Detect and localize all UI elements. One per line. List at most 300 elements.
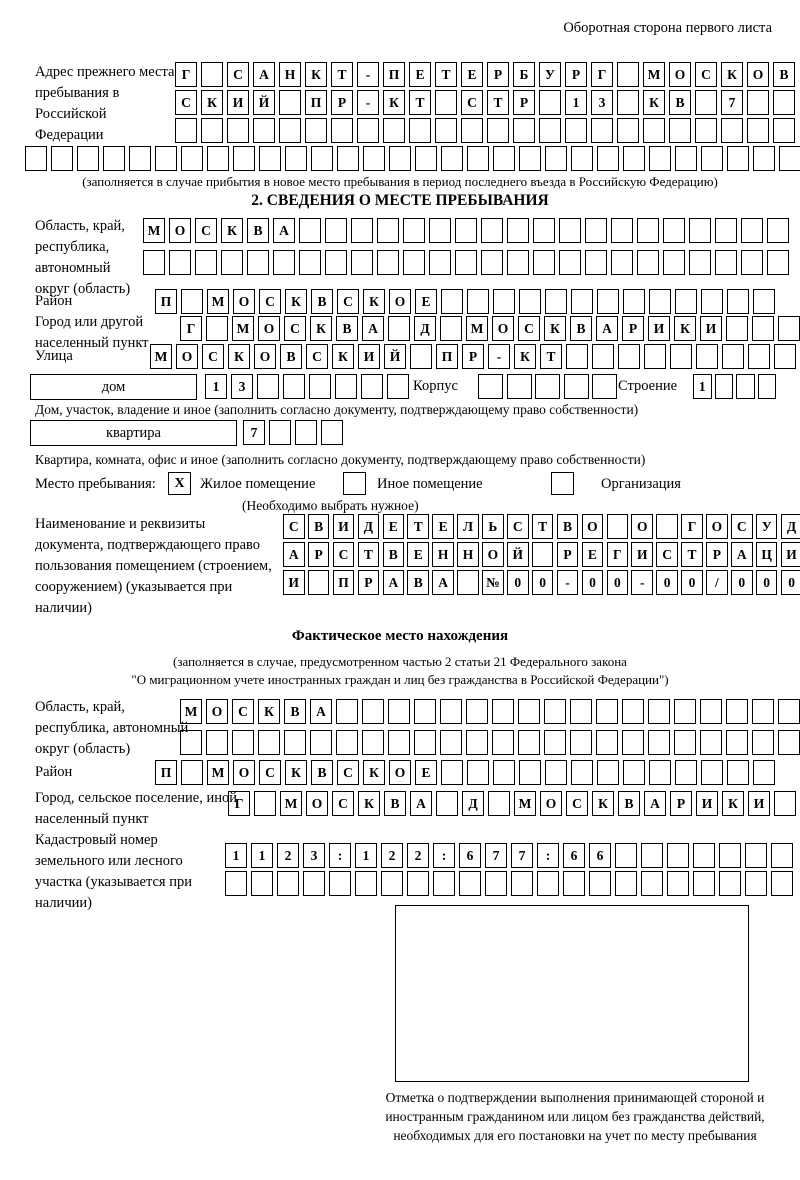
char-cell bbox=[377, 250, 399, 275]
char-cell bbox=[487, 118, 509, 143]
char-cell: С bbox=[656, 542, 678, 567]
char-cell bbox=[493, 289, 515, 314]
char-cell: Г bbox=[228, 791, 250, 816]
char-cell: - bbox=[557, 570, 579, 595]
char-cell: А bbox=[596, 316, 618, 341]
char-cell bbox=[689, 250, 711, 275]
char-cell bbox=[331, 118, 353, 143]
char-cell bbox=[741, 250, 763, 275]
char-cell: М bbox=[232, 316, 254, 341]
region-row-2 bbox=[143, 250, 789, 275]
char-cell: У bbox=[539, 62, 561, 87]
char-cell bbox=[273, 250, 295, 275]
char-cell bbox=[752, 699, 774, 724]
char-cell bbox=[747, 118, 769, 143]
cadastral-label: Кадастровый номер земельного или лесного участка (указывается при наличии) bbox=[35, 832, 192, 911]
char-cell bbox=[285, 146, 307, 171]
char-cell: О bbox=[176, 344, 198, 369]
house-type-box: дом bbox=[30, 374, 197, 400]
char-cell: П bbox=[305, 90, 327, 115]
char-cell bbox=[251, 871, 273, 896]
char-cell: С bbox=[195, 218, 217, 243]
char-cell: Т bbox=[487, 90, 509, 115]
char-cell bbox=[695, 90, 717, 115]
char-cell bbox=[623, 146, 645, 171]
char-cell bbox=[571, 289, 593, 314]
char-cell bbox=[206, 316, 228, 341]
district-row bbox=[155, 289, 775, 314]
char-cell bbox=[143, 250, 165, 275]
char-cell: К bbox=[358, 791, 380, 816]
char-cell: Й bbox=[253, 90, 275, 115]
char-cell: Д bbox=[462, 791, 484, 816]
char-cell bbox=[519, 289, 541, 314]
char-cell: Г bbox=[175, 62, 197, 87]
char-cell bbox=[675, 289, 697, 314]
char-cell bbox=[592, 344, 614, 369]
char-cell: Л bbox=[457, 514, 479, 539]
char-cell: 6 bbox=[589, 843, 611, 868]
char-cell: Т bbox=[540, 344, 562, 369]
char-cell: 2 bbox=[277, 843, 299, 868]
char-cell bbox=[563, 871, 585, 896]
char-cell: - bbox=[631, 570, 653, 595]
actual-region-label: Область, край, республика, автономный округ (область) bbox=[35, 699, 189, 757]
city-row bbox=[180, 316, 800, 341]
document-row-2 bbox=[283, 542, 800, 567]
char-cell bbox=[545, 146, 567, 171]
char-cell: С bbox=[337, 760, 359, 785]
checkbox-inoe bbox=[343, 472, 366, 495]
char-cell bbox=[545, 760, 567, 785]
char-cell: Д bbox=[358, 514, 380, 539]
region-row-1 bbox=[143, 218, 789, 243]
char-cell: В bbox=[618, 791, 640, 816]
char-cell: Г bbox=[180, 316, 202, 341]
char-cell: Е bbox=[415, 760, 437, 785]
char-cell bbox=[715, 218, 737, 243]
char-cell bbox=[155, 146, 177, 171]
char-cell bbox=[719, 843, 741, 868]
char-cell: И bbox=[227, 90, 249, 115]
char-cell: И bbox=[631, 542, 653, 567]
char-cell bbox=[695, 118, 717, 143]
char-cell bbox=[778, 699, 800, 724]
char-cell: - bbox=[488, 344, 510, 369]
char-cell: 0 bbox=[582, 570, 604, 595]
char-cell: 7 bbox=[721, 90, 743, 115]
char-cell bbox=[362, 730, 384, 755]
char-cell: Р bbox=[670, 791, 692, 816]
char-cell: М bbox=[466, 316, 488, 341]
char-cell: 2 bbox=[381, 843, 403, 868]
char-cell bbox=[295, 420, 317, 445]
prev-address-row-1 bbox=[175, 62, 795, 87]
char-cell: О bbox=[389, 760, 411, 785]
char-cell bbox=[537, 871, 559, 896]
char-cell bbox=[623, 760, 645, 785]
char-cell: О bbox=[540, 791, 562, 816]
char-cell bbox=[201, 118, 223, 143]
char-cell: 7 bbox=[511, 843, 533, 868]
char-cell bbox=[485, 871, 507, 896]
header-note: Оборотная сторона первого листа bbox=[563, 20, 772, 36]
char-cell bbox=[329, 871, 351, 896]
char-cell bbox=[103, 146, 125, 171]
char-cell: А bbox=[362, 316, 384, 341]
char-cell bbox=[441, 289, 463, 314]
char-cell bbox=[181, 146, 203, 171]
char-cell: Е bbox=[409, 62, 431, 87]
char-cell bbox=[363, 146, 385, 171]
char-cell bbox=[597, 760, 619, 785]
char-cell bbox=[623, 289, 645, 314]
char-cell bbox=[335, 374, 357, 399]
char-cell: Е bbox=[582, 542, 604, 567]
char-cell: В bbox=[280, 344, 302, 369]
char-cell bbox=[667, 843, 689, 868]
char-cell bbox=[674, 699, 696, 724]
stroenie-row bbox=[693, 374, 776, 399]
char-cell bbox=[649, 289, 671, 314]
house-number-row bbox=[205, 374, 409, 399]
char-cell bbox=[221, 250, 243, 275]
actual-district-label: Район bbox=[35, 764, 73, 780]
char-cell bbox=[539, 118, 561, 143]
char-cell bbox=[201, 62, 223, 87]
char-cell: 0 bbox=[731, 570, 753, 595]
char-cell bbox=[597, 146, 619, 171]
char-cell bbox=[407, 871, 429, 896]
char-cell bbox=[675, 146, 697, 171]
char-cell bbox=[771, 871, 793, 896]
street-row bbox=[150, 344, 796, 369]
char-cell bbox=[309, 374, 331, 399]
char-cell bbox=[233, 146, 255, 171]
char-cell bbox=[466, 730, 488, 755]
char-cell bbox=[321, 420, 343, 445]
confirmation-mark-box bbox=[395, 905, 749, 1082]
char-cell: Ь bbox=[482, 514, 504, 539]
char-cell bbox=[305, 118, 327, 143]
char-cell bbox=[565, 118, 587, 143]
char-cell: К bbox=[258, 699, 280, 724]
char-cell: Р bbox=[622, 316, 644, 341]
char-cell bbox=[311, 146, 333, 171]
char-cell bbox=[535, 374, 560, 399]
char-cell: К bbox=[285, 760, 307, 785]
char-cell: И bbox=[648, 316, 670, 341]
char-cell bbox=[362, 699, 384, 724]
char-cell bbox=[284, 730, 306, 755]
char-cell bbox=[519, 146, 541, 171]
char-cell bbox=[726, 699, 748, 724]
char-cell: М bbox=[180, 699, 202, 724]
char-cell bbox=[585, 218, 607, 243]
char-cell bbox=[207, 146, 229, 171]
char-cell bbox=[566, 344, 588, 369]
char-cell bbox=[767, 218, 789, 243]
checkbox-zhiloe: X bbox=[168, 472, 191, 495]
char-cell: И bbox=[700, 316, 722, 341]
section2-title: 2. СВЕДЕНИЯ О МЕСТЕ ПРЕБЫВАНИЯ bbox=[251, 192, 549, 209]
char-cell bbox=[492, 730, 514, 755]
char-cell: 0 bbox=[532, 570, 554, 595]
char-cell bbox=[758, 374, 777, 399]
char-cell bbox=[539, 90, 561, 115]
char-cell bbox=[414, 730, 436, 755]
char-cell bbox=[622, 730, 644, 755]
char-cell: К bbox=[674, 316, 696, 341]
char-cell: С bbox=[284, 316, 306, 341]
char-cell: О bbox=[482, 542, 504, 567]
char-cell bbox=[299, 218, 321, 243]
char-cell bbox=[493, 760, 515, 785]
char-cell: К bbox=[332, 344, 354, 369]
char-cell: В bbox=[384, 791, 406, 816]
char-cell bbox=[181, 289, 203, 314]
char-cell bbox=[753, 146, 775, 171]
char-cell bbox=[467, 146, 489, 171]
char-cell: У bbox=[756, 514, 778, 539]
char-cell bbox=[247, 250, 269, 275]
char-cell bbox=[414, 699, 436, 724]
char-cell: С bbox=[259, 760, 281, 785]
char-cell: Н bbox=[279, 62, 301, 87]
char-cell bbox=[180, 730, 202, 755]
char-cell bbox=[641, 843, 663, 868]
char-cell bbox=[641, 871, 663, 896]
char-cell bbox=[429, 218, 451, 243]
char-cell: Н bbox=[457, 542, 479, 567]
char-cell: К bbox=[285, 289, 307, 314]
char-cell: Е bbox=[461, 62, 483, 87]
char-cell bbox=[670, 344, 692, 369]
char-cell bbox=[700, 730, 722, 755]
char-cell: : bbox=[433, 843, 455, 868]
stroenie-label: Строение bbox=[618, 378, 678, 394]
char-cell: Р bbox=[565, 62, 587, 87]
char-cell bbox=[507, 218, 529, 243]
char-cell: А bbox=[432, 570, 454, 595]
char-cell: О bbox=[582, 514, 604, 539]
char-cell bbox=[648, 730, 670, 755]
char-cell bbox=[656, 514, 678, 539]
char-cell: К bbox=[721, 62, 743, 87]
char-cell: О bbox=[306, 791, 328, 816]
char-cell bbox=[459, 871, 481, 896]
char-cell bbox=[440, 316, 462, 341]
char-cell: С bbox=[337, 289, 359, 314]
char-cell bbox=[643, 118, 665, 143]
char-cell bbox=[727, 146, 749, 171]
char-cell bbox=[351, 218, 373, 243]
char-cell: 7 bbox=[243, 420, 265, 445]
char-cell: В bbox=[669, 90, 691, 115]
char-cell: 1 bbox=[355, 843, 377, 868]
street-label: Улица bbox=[35, 348, 73, 364]
char-cell bbox=[637, 218, 659, 243]
char-cell bbox=[403, 218, 425, 243]
char-cell: Г bbox=[681, 514, 703, 539]
char-cell: Г bbox=[591, 62, 613, 87]
char-cell: К bbox=[201, 90, 223, 115]
char-cell: К bbox=[363, 760, 385, 785]
apartment-type-box: квартира bbox=[30, 420, 237, 446]
char-cell: Т bbox=[358, 542, 380, 567]
char-cell: 3 bbox=[231, 374, 253, 399]
prev-address-label: Адрес прежнего места пребывания в Российской Федерации bbox=[35, 64, 175, 143]
char-cell: С bbox=[175, 90, 197, 115]
char-cell bbox=[774, 791, 796, 816]
char-cell bbox=[279, 90, 301, 115]
char-cell: 3 bbox=[303, 843, 325, 868]
char-cell bbox=[513, 118, 535, 143]
char-cell: П bbox=[155, 289, 177, 314]
char-cell bbox=[637, 250, 659, 275]
char-cell bbox=[570, 730, 592, 755]
char-cell: О bbox=[631, 514, 653, 539]
char-cell: Р bbox=[557, 542, 579, 567]
char-cell: В bbox=[311, 289, 333, 314]
char-cell: В bbox=[311, 760, 333, 785]
char-cell: В bbox=[308, 514, 330, 539]
char-cell bbox=[410, 344, 432, 369]
house-note: Дом, участок, владение и иное (заполнить согласно документу, подтверждающему право собственности) bbox=[35, 402, 639, 417]
char-cell bbox=[25, 146, 47, 171]
char-cell bbox=[519, 760, 541, 785]
char-cell: С bbox=[695, 62, 717, 87]
char-cell: Г bbox=[607, 542, 629, 567]
char-cell bbox=[644, 344, 666, 369]
char-cell: А bbox=[410, 791, 432, 816]
char-cell: С bbox=[232, 699, 254, 724]
char-cell: К bbox=[228, 344, 250, 369]
char-cell bbox=[715, 250, 737, 275]
char-cell: П bbox=[155, 760, 177, 785]
char-cell bbox=[745, 871, 767, 896]
char-cell bbox=[467, 289, 489, 314]
char-cell: Е bbox=[383, 514, 405, 539]
char-cell bbox=[269, 420, 291, 445]
char-cell bbox=[493, 146, 515, 171]
char-cell bbox=[663, 250, 685, 275]
char-cell bbox=[559, 250, 581, 275]
char-cell: Е bbox=[432, 514, 454, 539]
char-cell bbox=[778, 730, 800, 755]
actual-location-note-2: "О миграционном учете иностранных граждан и лиц без гражданства в Российской Федерации") bbox=[131, 672, 669, 687]
char-cell bbox=[570, 699, 592, 724]
char-cell bbox=[436, 791, 458, 816]
char-cell: Р bbox=[358, 570, 380, 595]
char-cell: Т bbox=[407, 514, 429, 539]
char-cell: М bbox=[207, 289, 229, 314]
char-cell bbox=[544, 699, 566, 724]
char-cell bbox=[675, 760, 697, 785]
char-cell: Т bbox=[681, 542, 703, 567]
char-cell: М bbox=[150, 344, 172, 369]
char-cell: И bbox=[283, 570, 305, 595]
char-cell bbox=[415, 146, 437, 171]
char-cell bbox=[492, 699, 514, 724]
char-cell bbox=[741, 218, 763, 243]
char-cell: К bbox=[514, 344, 536, 369]
char-cell bbox=[383, 118, 405, 143]
char-cell bbox=[435, 90, 457, 115]
char-cell: М bbox=[643, 62, 665, 87]
char-cell: 0 bbox=[607, 570, 629, 595]
char-cell: К bbox=[363, 289, 385, 314]
char-cell: А bbox=[283, 542, 305, 567]
char-cell bbox=[507, 250, 529, 275]
actual-region-row-2 bbox=[180, 730, 800, 755]
char-cell bbox=[225, 871, 247, 896]
actual-district-row bbox=[155, 760, 775, 785]
char-cell bbox=[752, 730, 774, 755]
char-cell: О bbox=[669, 62, 691, 87]
char-cell bbox=[736, 374, 755, 399]
char-cell: 6 bbox=[459, 843, 481, 868]
char-cell bbox=[455, 218, 477, 243]
char-cell bbox=[303, 871, 325, 896]
char-cell: К bbox=[305, 62, 327, 87]
char-cell bbox=[591, 118, 613, 143]
char-cell: К bbox=[544, 316, 566, 341]
stay-type-label: Место пребывания: bbox=[35, 476, 156, 492]
char-cell: № bbox=[482, 570, 504, 595]
char-cell: П bbox=[436, 344, 458, 369]
char-cell bbox=[175, 118, 197, 143]
char-cell: С bbox=[507, 514, 529, 539]
char-cell: Е bbox=[415, 289, 437, 314]
prev-address-row-2 bbox=[175, 90, 795, 115]
char-cell: В bbox=[284, 699, 306, 724]
char-cell: В bbox=[570, 316, 592, 341]
char-cell bbox=[726, 316, 748, 341]
char-cell bbox=[388, 730, 410, 755]
char-cell bbox=[597, 289, 619, 314]
char-cell: С bbox=[306, 344, 328, 369]
char-cell: 1 bbox=[565, 90, 587, 115]
char-cell bbox=[457, 570, 479, 595]
char-cell: Й bbox=[384, 344, 406, 369]
char-cell bbox=[336, 730, 358, 755]
char-cell: С bbox=[566, 791, 588, 816]
char-cell: С bbox=[333, 542, 355, 567]
apartment-note: Квартира, комната, офис и иное (заполнить согласно документу, подтверждающему право собственности) bbox=[35, 452, 646, 467]
char-cell: К bbox=[383, 90, 405, 115]
char-cell bbox=[232, 730, 254, 755]
char-cell bbox=[429, 250, 451, 275]
char-cell: 1 bbox=[693, 374, 712, 399]
char-cell bbox=[455, 250, 477, 275]
char-cell: Б bbox=[513, 62, 535, 87]
apartment-number-row bbox=[243, 420, 343, 445]
cadastral-row-2 bbox=[225, 871, 793, 896]
char-cell bbox=[355, 871, 377, 896]
char-cell: : bbox=[537, 843, 559, 868]
char-cell bbox=[440, 699, 462, 724]
char-cell bbox=[435, 118, 457, 143]
stay-option-organizaciya-label: Организация bbox=[601, 476, 681, 492]
char-cell: - bbox=[357, 62, 379, 87]
char-cell bbox=[409, 118, 431, 143]
char-cell: П bbox=[333, 570, 355, 595]
char-cell bbox=[611, 250, 633, 275]
char-cell bbox=[441, 760, 463, 785]
char-cell: О bbox=[206, 699, 228, 724]
char-cell bbox=[227, 118, 249, 143]
